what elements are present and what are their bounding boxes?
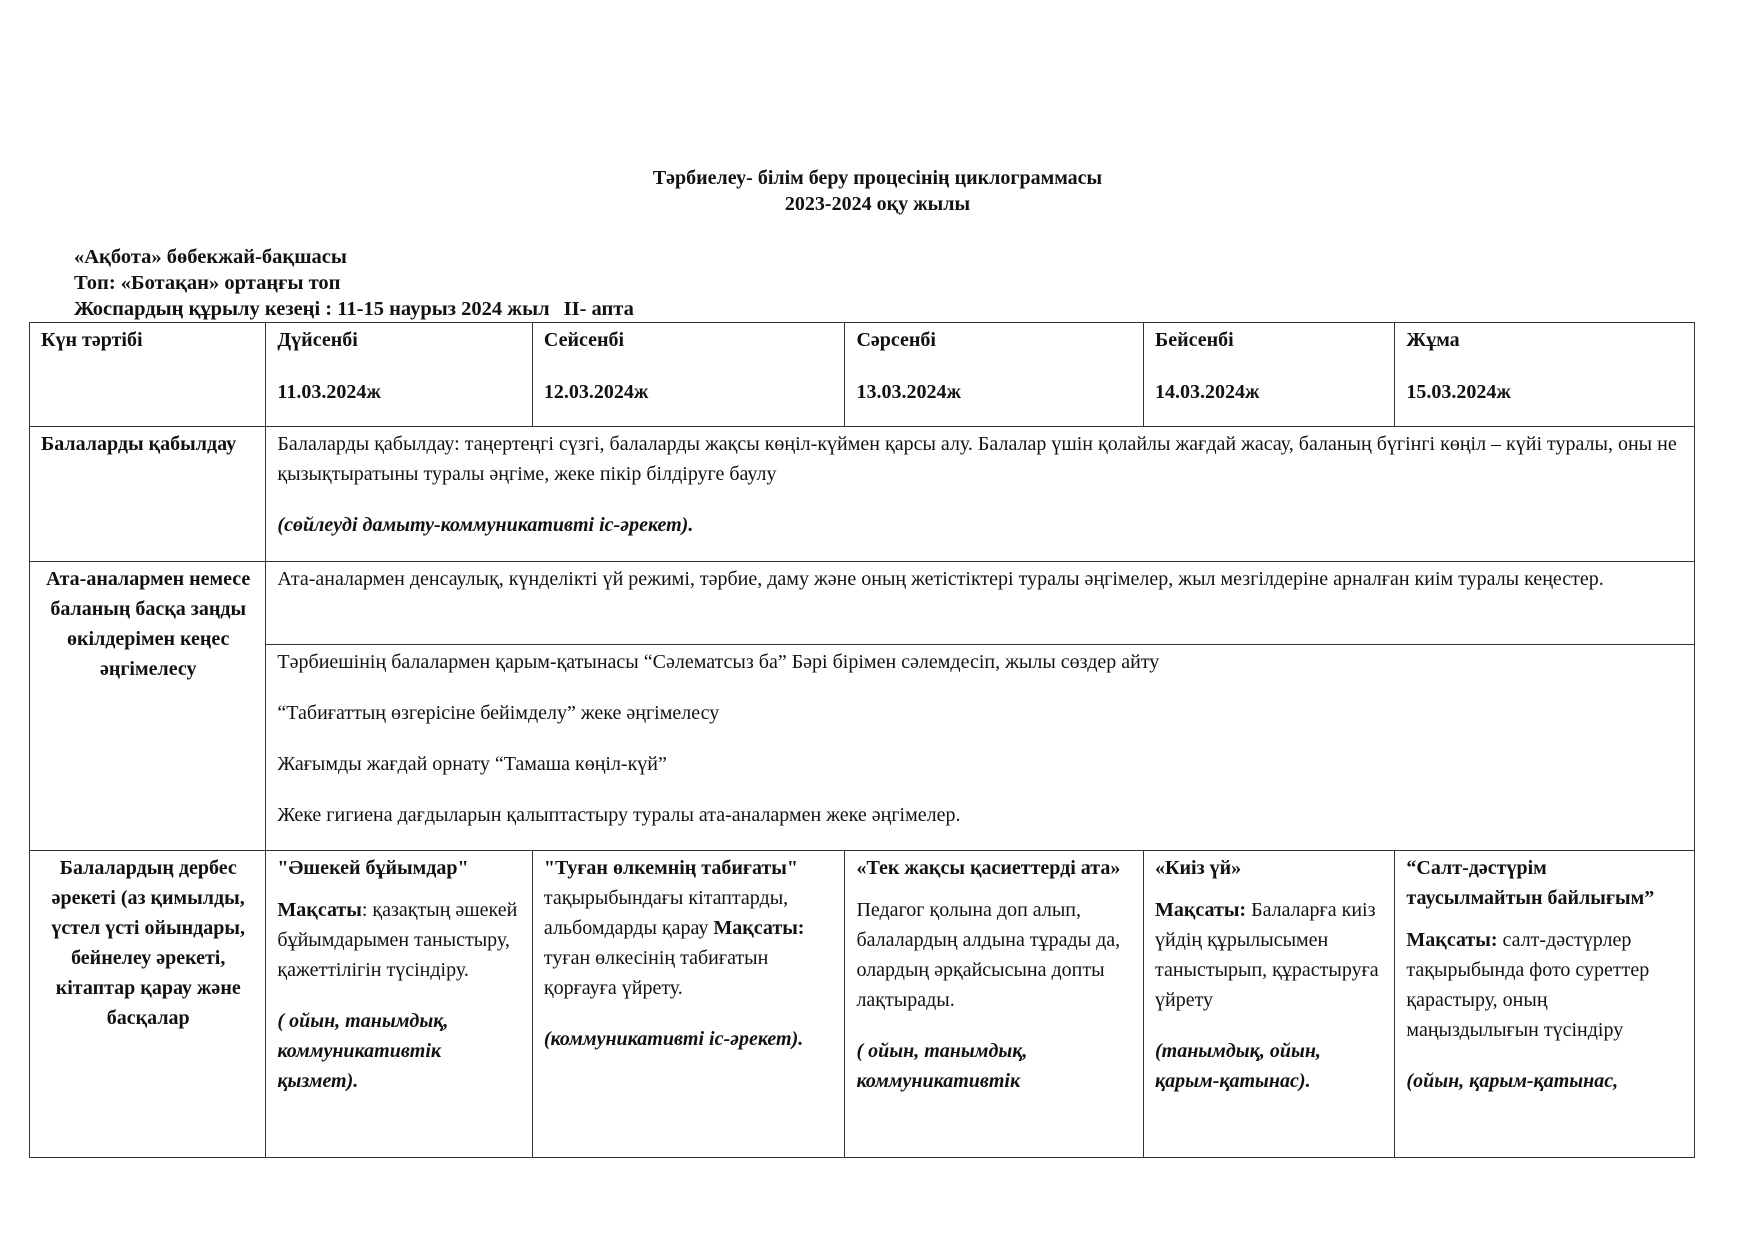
activity-title: «Киіз үй»	[1154, 857, 1242, 879]
goal-label: Мақсаты:	[713, 917, 805, 939]
goal-text: салт-дәстүрлер тақырыбында фото суреттер қарастыру, оның маңыздылығын түсіндіру	[1406, 929, 1650, 1041]
activity-monday	[266, 851, 532, 1158]
table-row-reception	[30, 427, 1695, 562]
activity-friday	[1395, 851, 1695, 1158]
activity-title: "Туған өлкемнің табиғаты"	[543, 857, 798, 879]
activity-thursday	[1143, 851, 1394, 1158]
day-name: Сейсенбі	[543, 329, 625, 351]
parents-consult	[266, 562, 1695, 645]
header-cell-day	[1395, 323, 1695, 427]
goal-label: Мақсаты:	[1406, 929, 1498, 951]
goal-text: туған өлкесінің табиғатын қорғауға үйрету.	[543, 947, 769, 999]
day-name: Сәрсенбі	[856, 329, 936, 351]
document-title: Тәрбиелеу- білім беру процесінің циклограммасы	[652, 167, 1103, 189]
activity-title: "Әшекей бұйымдар"	[277, 857, 469, 879]
table-row-activity	[30, 851, 1695, 1158]
academic-year: 2023-2024 оқу жылы	[784, 193, 971, 215]
schedule-header: Күн тәртібі	[41, 329, 143, 351]
activity-title: «Тек жақсы қасиеттерді ата»	[856, 857, 1121, 879]
group-name: Топ: «Ботақан» ортаңғы топ	[74, 272, 341, 294]
row-label-cell	[30, 562, 266, 851]
header-cell-day	[1143, 323, 1394, 427]
day-date: 11.03.2024ж	[277, 381, 381, 403]
activity-title: “Салт-дәстүрім таусылмайтын байлығым”	[1406, 857, 1655, 909]
reception-text: Балаларды қабылдау: таңертеңгі сүзгі, балаларды жақсы көңіл-күймен қарсы алу. Балалар үшін қолайлы жағдай жасау, баланың бүгінгі көңіл – күйі туралы, оны не қызықтыратыны туралы әңгіме, жеке пікір білдіруге баулу	[277, 433, 1677, 485]
reception-content	[266, 427, 1695, 562]
header-cell-day	[532, 323, 845, 427]
goal-label: Мақсаты:	[1154, 899, 1247, 921]
parents-line: Жағымды жағдай орнату “Тамаша көңіл-күй”	[277, 753, 667, 775]
day-date: 14.03.2024ж	[1154, 381, 1260, 403]
activity-note: (коммуникативті іс-әрекет).	[543, 1028, 804, 1050]
header-cell-day	[845, 323, 1144, 427]
day-name: Жұма	[1406, 329, 1460, 351]
row-label: Балаларды қабылдау	[41, 433, 237, 455]
activity-tuesday	[532, 851, 845, 1158]
activity-note: (ойын, қарым-қатынас,	[1406, 1070, 1619, 1092]
parents-line: Тәрбиешінің балалармен қарым-қатынасы “Сәлематсыз ба” Бәрі бірімен сәлемдесіп, жылы сөздер айту	[277, 651, 1160, 673]
header-cell-day	[266, 323, 532, 427]
parents-line: “Табиғаттың өзгерісіне бейімделу” жеке әңгімелесу	[277, 702, 720, 724]
activity-text: тақырыбындағы кітаптарды, альбомдарды қарау	[543, 887, 789, 939]
cyclogram-table	[29, 322, 1695, 1158]
header-cell-schedule	[30, 323, 266, 427]
activity-note: ( ойын, танымдық, коммуникативтік қызмет).	[277, 1010, 449, 1092]
activity-note: (танымдық, ойын, қарым-қатынас).	[1154, 1040, 1321, 1092]
row-label-cell	[30, 851, 266, 1158]
week-text: ІІ- апта	[563, 298, 634, 320]
parents-text: Ата-аналармен денсаулық, күнделікті үй режимі, тәрбие, даму және оның жетістіктері туралы әңгімелер, жыл мезгілдеріне арналған киім туралы кеңестер.	[277, 568, 1604, 590]
parents-lines	[266, 645, 1695, 851]
reception-note: (сөйлеуді дамыту-коммуникативті іс-әрекет).	[277, 514, 694, 536]
row-label: Ата-аналармен немесе баланың басқа заңды өкілдерімен кеңес әңгімелесу	[46, 568, 251, 680]
activity-text: Педагог қолына доп алып, балалардың алдына тұрады да, олардың әрқайсысына допты лақтырады.	[856, 899, 1121, 1011]
kindergarten-name: «Ақбота» бөбекжай-бақшасы	[74, 246, 347, 268]
table-row-parents	[30, 562, 1695, 645]
goal-text: : қазақтың әшекей бұйымдарымен таныстыру, қажеттілігін түсіндіру.	[277, 899, 518, 981]
row-label-cell	[30, 427, 266, 562]
activity-wednesday	[845, 851, 1144, 1158]
parents-line: Жеке гигиена дағдыларын қалыптастыру туралы ата-аналармен жеке әңгімелер.	[277, 804, 961, 826]
day-date: 13.03.2024ж	[856, 381, 961, 403]
day-name: Бейсенбі	[1154, 329, 1234, 351]
day-name: Дүйсенбі	[277, 329, 358, 351]
activity-note: ( ойын, танымдық, коммуникативтік	[856, 1040, 1028, 1092]
goal-label: Мақсаты	[277, 899, 362, 921]
planning-period	[74, 296, 634, 322]
goal-text: Балаларға киіз үйдің құрылысымен таныстырып, құрастыруға үйрету	[1154, 899, 1379, 1011]
period-text: Жоспардың құрылу кезеңі : 11-15 наурыз 2024 жыл	[74, 298, 550, 320]
row-label: Балалардың дербес әрекеті (аз қимылды, үстел үсті ойындары, бейнелеу әрекеті, кітаптар қарау және басқалар	[51, 857, 245, 1029]
day-date: 15.03.2024ж	[1406, 381, 1511, 403]
table-header-row	[30, 323, 1695, 427]
day-date: 12.03.2024ж	[543, 381, 649, 403]
table-row-greetings	[30, 645, 1695, 851]
